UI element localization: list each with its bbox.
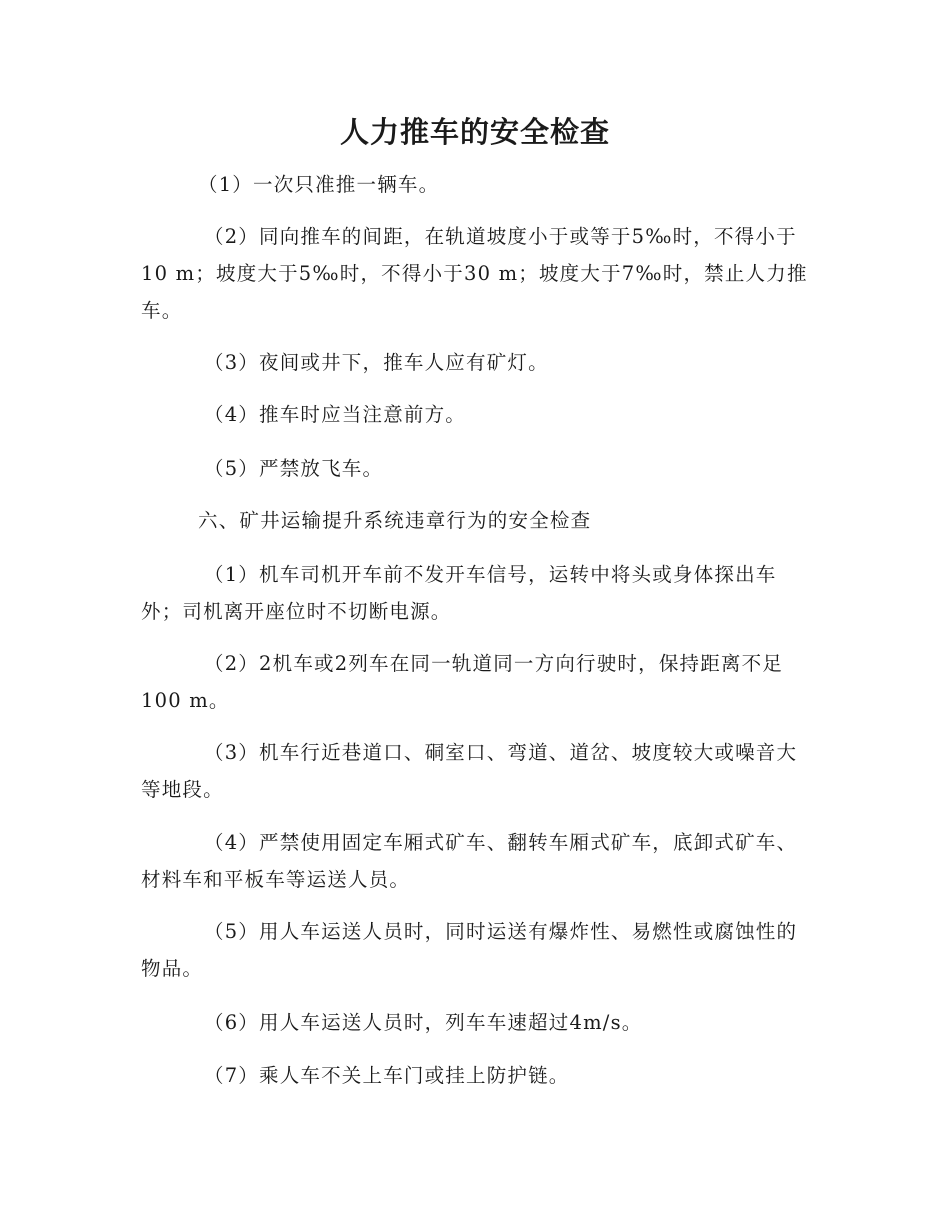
paragraph-violation-2: （2）2机车或2列车在同一轨道同一方向行驶时，保持距离不足100 m。 bbox=[141, 652, 784, 712]
paragraph-violation-6: （6）用人车运送人员时，列车车速超过4m/s。 bbox=[204, 1011, 643, 1034]
paragraph-push-rule-1: （1）一次只准推一辆车。 bbox=[198, 173, 440, 196]
paragraph-push-rule-4: （4）推车时应当注意前方。 bbox=[204, 403, 467, 426]
paragraph-push-rule-2: （2）同向推车的间距，在轨道坡度小于或等于5‰时，不得小于10 m；坡度大于5‰时，不得小于30 m；坡度大于7‰时，禁止人力推车。 bbox=[141, 225, 808, 322]
page-title: 人力推车的安全检查 bbox=[339, 115, 610, 149]
paragraph-violation-3: （3）机车行近巷道口、硐室口、弯道、道岔、坡度较大或噪音大等地段。 bbox=[141, 741, 798, 801]
paragraph-violation-4: （4）严禁使用固定车厢式矿车、翻转车厢式矿车，底卸式矿车、材料车和平板车等运送人员。 bbox=[141, 831, 798, 891]
paragraph-violation-5: （5）用人车运送人员时，同时运送有爆炸性、易燃性或腐蚀性的物品。 bbox=[141, 920, 798, 980]
paragraph-push-rule-5: （5）严禁放飞车。 bbox=[204, 457, 384, 480]
paragraph-violation-7: （7）乘人车不关上车门或挂上防护链。 bbox=[204, 1064, 570, 1087]
paragraph-push-rule-3: （3）夜间或井下，推车人应有矿灯。 bbox=[204, 351, 549, 374]
paragraph-violation-1: （1）机车司机开车前不发开车信号，运转中将头或身体探出车外；司机离开座位时不切断电源。 bbox=[141, 563, 777, 623]
section-heading-six: 六、矿井运输提升系统违章行为的安全检查 bbox=[198, 509, 592, 532]
